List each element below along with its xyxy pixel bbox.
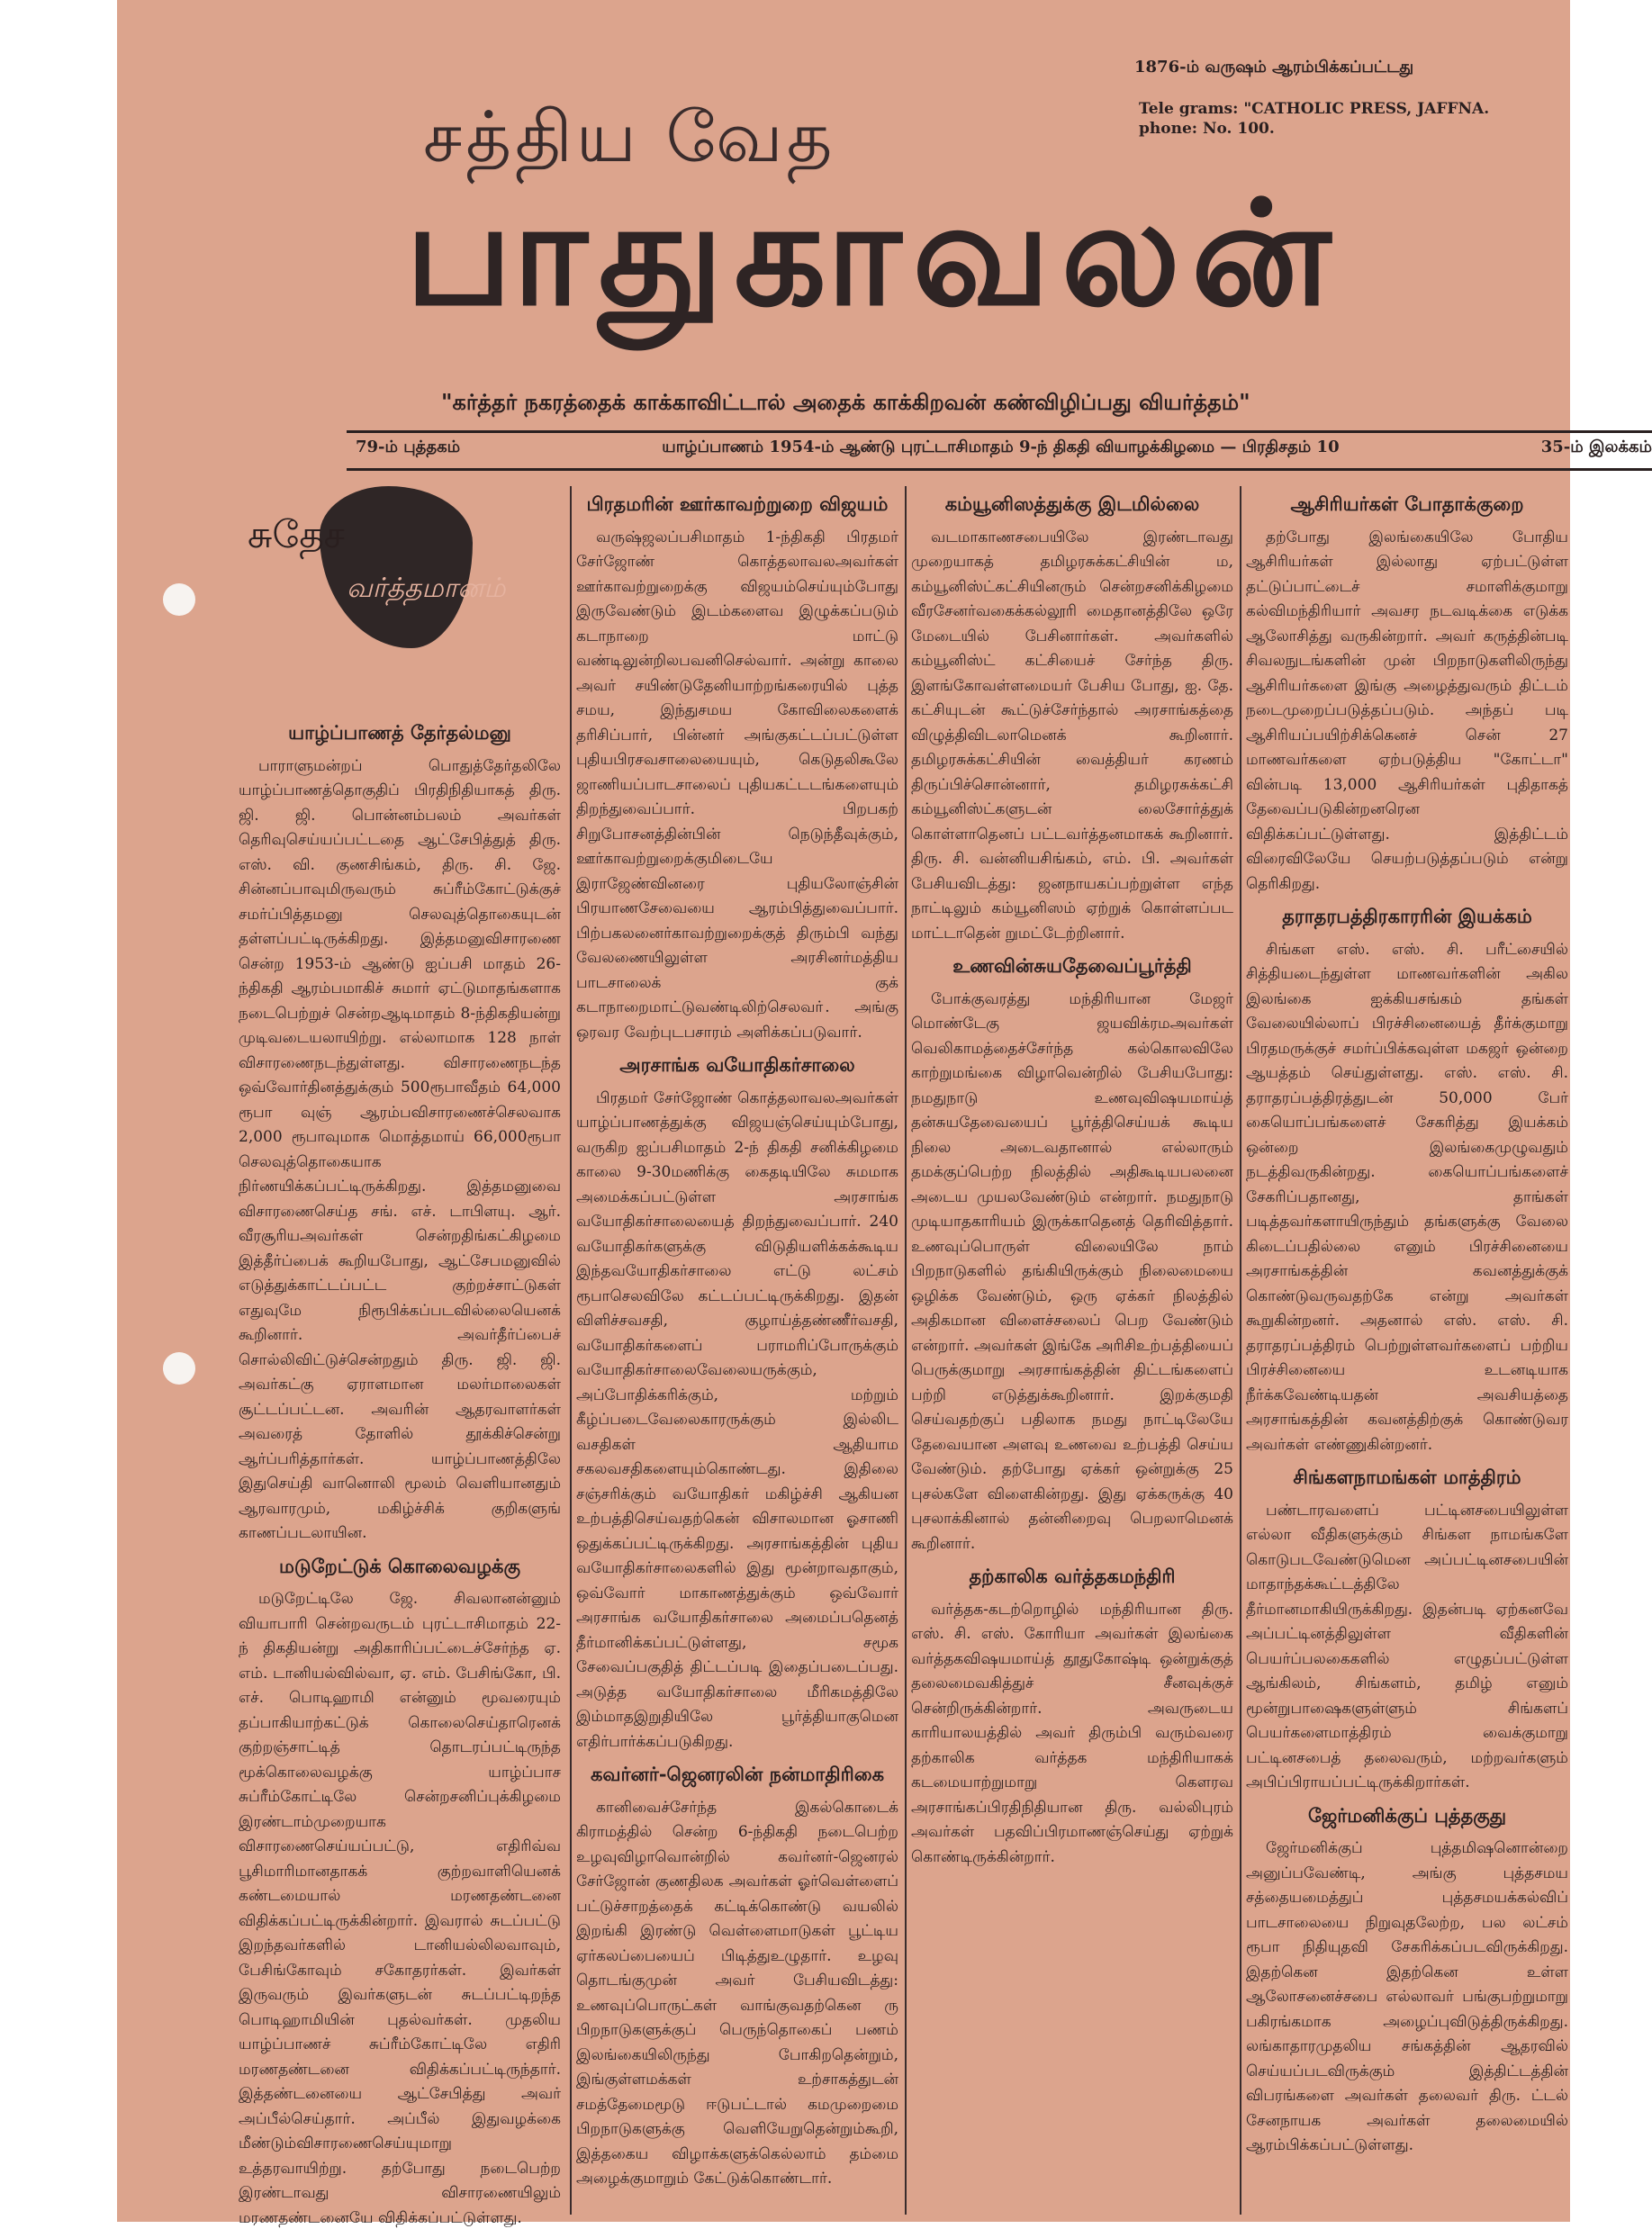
telegram-info [1139,99,1489,139]
column-divider [905,486,907,2215]
column-2 [576,486,898,2199]
article-heading: தற்காலிக வர்த்தகமந்திரி [969,1565,1176,1587]
issue-number: 35-ம் இலக்கம் [1540,438,1652,456]
sri-lanka-map-icon [320,486,473,648]
volume-number: 79-ம் புத்தகம் [356,438,461,456]
local-news-badge [239,486,561,711]
divider-bottom [347,468,1652,471]
column-divider [1240,486,1241,2215]
tele-phone-label: phone: [1139,120,1198,138]
tele-grams-value: "CATHOLIC PRESS, JAFFNA. [1243,100,1490,118]
newspaper-page [117,0,1652,2227]
article-body: தற்போது இலங்கையிலே போதிய ஆசிரியர்கள் இல்லாது ஏற்பட்டுள்ள தட்டுப்பாட்டைச் சமாளிக்குமாறு கல்விமந்திரியார் அவசர நடவடிக்கை எடுக்க ஆலோசித்து வருகின்றார். அவர் கருத்தின்படி சிவலநுடங்களின் முன் பிறநாடுகளிலிருந்து ஆசிரியர்களை இங்கு அழைத்துவரும் திட்டம் நடைமுறைப்படுத்தப்படும். அந்தப் படி ஆசிரியப்பயிற்சிக்கெனச் சென் 27 மாணவர்களை ஏற்படுத்திய "கோட்டா" வின்படி 13,000 ஆசிரியர்கள் புதிதாகத் தேவைப்படுகின்றனரென விதிக்கப்பட்டுள்ளது. இத்திட்டம் விரைவிலேயே செயற்படுத்தப்படும் என்று தெரிகிறது. [1246,528,1568,893]
tele-phone-value: No. 100. [1202,120,1275,138]
article-body: பாராளுமன்றப் பொதுத்தேர்தலிலே யாழ்ப்பாணத்தொகுதிப் பிரதிநிதியாகத் திரு. ஜி. ஜி. பொன்னம்பலம் அவர்கள் தெரிவுசெய்யப்பட்டதை ஆட்சேபித்துத் திரு. எஸ். வி. குணசிங்கம், திரு. சி. ஜே. சின்னப்பாவுமிருவரும் சுப்ரீம்கோட்டுக்குச் சமர்ப்பித்தமனு செலவுத்தொகையுடன் தள்ளப்பட்டிருக்கிறது. இத்தமனுவிசாரணை சென்ற 1953-ம் ஆண்டு ஐப்பசி மாதம் 26-ந்திகதி ஆரம்பமாகிச் சுமார் ஏட்டுமாதங்களாக நடைபெற்றுச் சென்றஆடிமாதம் 8-ந்திகதியன்று முடிவடையலாயிற்று. எல்லாமாக 128 நாள் விசாரணைநடந்துள்ளது. விசாரணைநடந்த ஒவ்வோர்தினத்துக்கும் 500ரூபாவீதம் 64,000 ரூபா வுஞ் ஆரம்பவிசாரணைச்செலவாக 2,000 ரூபாவுமாக மொத்தமாய் 66,000ரூபா செலவுத்தொகையாக நிர்ணயிக்கப்பட்டிருக்கிறது. இத்தமனுவை விசாரணைசெய்த சங். எச். டாபிளயு. ஆர். வீரசூரியஅவர்கள் சென்றதிங்கட்கிழமை இத்தீர்ப்பைக் கூறியபோது, ஆட்சேபமனுவில் எடுத்துக்காட்டப்பட்ட குற்றச்சாட்டுகள் எதுவுமே நிரூபிக்கப்படவில்லையெனக் கூறினார். அவர்தீர்ப்பைச் சொல்லிவிட்டுச்சென்றதும் திரு. ஜி. ஜி. அவர்கட்கு ஏராளமான மலர்மாலைகள் சூட்டப்பட்டன. அவரின் ஆதரவாளர்கள் அவரைத் தோளில் தூக்கிச்சென்று ஆர்ப்பரித்தார்கள். யாழ்ப்பாணத்திலே இதுசெய்தி வானொலி மூலம் வெளியானதும் ஆரவாரமும், மகிழ்ச்சிக் குறிகளுங் காணப்படலாயின. [239,756,561,1542]
article-body: கானிவைச்சேர்ந்த இகல்கொடைக் கிராமத்தில் சென்ற 6-ந்திகதி நடைபெற்ற உழவுவிழாவொன்றில் கவர்னர்-ஜெனரல் சேர்ஜோன் குணதிலக அவர்கள் ஓர்வெள்ளைப் பட்டுச்சாறத்தைக் கட்டிக்கொண்டு வயலில் இறங்கி இரண்டு வெள்ளைமாடுகள் பூட்டிய ஏர்கலப்பையைப் பிடித்துஉழுதார். உழவு தொடங்குமுன் அவர் பேசியவிடத்து: உணவுப்பொருட்கள் வாங்குவதற்கென ரு பிறநாடுகளுக்குப் பெருந்தொகைப் பணம் இலங்கையிலிருந்து போகிறதென்றும், இங்குள்ளமக்கள் உற்சாகத்துடன் சமத்தேமைமூடு ஈடுபட்டால் கமமுறைமை பிறநாடுகளுக்கு வெளியேறுதென்றும்கூறி, இத்தகைய விழாக்களுக்கெல்லாம் தம்மை அழைக்குமாறும் கேட்டுக்கொண்டார். [576,1798,898,2188]
article-body: பிரதமர் சேர்ஜோண் கொத்தலாவலஅவர்கள் யாழ்ப்பாணத்துக்கு விஜயஞ்செய்யும்போது, வருகிற ஐப்பசிமாதம் 2-ந் திகதி சனிக்கிழமை காலை 9-30மணிக்கு கைதடியிலே சுமமாக அமைக்கப்பட்டுள்ள அரசாங்க வயோதிகர்சாலையைத் திறந்துவைப்பார். 240 வயோதிகர்களுக்கு விடுதியளிக்கக்கூடிய இந்தவயோதிகர்சாலை எட்டு லட்சம் ரூபாசெலவிலே கட்டப்பட்டிருக்கிறது. இதன் விளிச்சவசதி, குழாய்த்தண்ணீர்வசதி, வயோதிகர்களைப் பராமரிப்போருக்கும் வயோதிகர்சாலைவேலையருக்கும், அப்போதிக்கரிக்கும், மற்றும் கீழ்ப்படைவேலைகாரருக்கும் இல்லிட வசதிகள் ஆதியாம சகலவசதிகளையும்கொண்டது. இதிலை சஞ்சரிக்கும் வயோதிகர் மகிழ்ச்சி ஆகியன உற்பத்திசெய்வதற்கென் விசாலமான ஓசாணி ஒதுக்கப்பட்டிருக்கிறது. அரசாங்கத்தின் புதிய வயோதிகர்சாலைகளில் இது மூன்றாவதாகும், ஒவ்வோர் மாகாணத்துக்கும் ஒவ்வோர் அரசாங்க வயோதிகர்சாலை அமைப்பதெனத் தீர்மானிக்கப்பட்டுள்ளது, சமூக சேவைப்பகுதித் திட்டப்படி இதைப்படைப்பது. அடுத்த வயோதிகர்சாலை மீரிகமத்திலே இம்மாதஇறுதியிலே பூர்த்தியாகுமென எதிர்பார்க்கப்படுகிறது. [576,1088,898,1751]
column-4 [1246,486,1568,2166]
article-body: வடமாகாணசபையிலே இரண்டாவது முறையாகத் தமிழரசுக்கட்சியின் ம, கம்யூனிஸ்ட்கட்சியினரும் சென்றசனிக்கிழமை வீரசேனர்வகைக்கல்லூரி மைதானத்திலே ஒரே மேடையில் பேசினார்கள். அவர்களில் கம்யூனிஸ்ட் கட்சியைச் சேர்ந்த திரு. இளங்கோவள்ளமையர் பேசிய போது, ஐ. தே. கட்சியுடன் கூட்டுச்சேர்ந்தால் அரசாங்கத்தை விழுத்திவிடலாமெனக் கூறினார். தமிழரசுக்கட்சியின் வைத்தியர் கரணம் திருப்பிச்சொன்னார், தமிழரசுக்கட்சி கம்யூனிஸ்ட்களுடன் லைசோர்த்துக் கொள்ளாதெனப் பட்டவர்த்தனமாகக் கூறினார். திரு. சி. வன்னியசிங்கம், எம். பி. அவர்கள் பேசியவிடத்து: ஜனநாயகப்பற்றுள்ள எந்த நாட்டிலும் கம்யூனிஸம் ஏற்றுக் கொள்ளப்பட மாட்டாதென் றுமட்டேற்றினார். [911,528,1233,943]
binder-hole [163,583,195,616]
article-heading: ஜேர்மனிக்குப் புத்தகுது [1307,1803,1507,1827]
article-heading: உணவின்சுயதேவைப்பூர்த்தி [952,954,1192,977]
article-heading: மடுறேட்டுக் கொலைவழக்கு [278,1554,521,1577]
column-1 [239,486,561,2238]
badge-line-1: சுதேச [248,512,345,556]
binder-hole [163,1352,195,1385]
article-heading: சிங்களநாமங்கள் மாத்திரம் [1293,1466,1521,1488]
article-heading: பிரதமரின் ஊர்காவற்றுறை விஜயம் [586,492,889,515]
masthead-title: பாதுகாவலன் [405,169,1342,338]
issue-date: யாழ்ப்பாணம் 1954-ம் ஆண்டு புரட்டாசிமாதம் 9-ந் திகதி வியாழக்கிழமை — பிரதிசதம் 10 [662,438,1340,456]
dateline [356,438,1652,458]
article-body: சிங்கள எஸ். எஸ். சி. பரீட்சையில் சித்தியடைந்துள்ள மாணவர்களின் அகில இலங்கை ஐக்கியசங்கம் தங்கள் வேலையில்லாப் பிரச்சினையைத் தீர்க்குமாறு பிரதமருக்குச் சமர்ப்பிக்கவுள்ள மகஜர் ஒன்றை ஆயத்தம் செய்துள்ளது. எஸ். எஸ். சி. தராதரப்பத்திரத்துடன் 50,000 பேர் கையொப்பங்களைச் சேகரித்து இயக்கம் ஒன்றை இலங்கைமுழுவதும் நடத்திவருகின்றது. கையொப்பங்களைச் சேகரிப்பதானது, தாங்கள் படித்தவர்களாயிருந்தும் தங்களுக்கு வேலை கிடைப்பதில்லை எனும் பிரச்சினையை அரசாங்கத்தின் கவனத்துக்குக் கொண்டுவருவதற்கே என்று அவர்கள் கூறுகின்றனர். அதனால் எஸ். எஸ். சி. தராதரப்பத்திரம் பெற்றுள்ளவர்களைப் பற்றிய பிரச்சினையை உடனடியாக நீர்க்கவேண்டியதன் அவசியத்தை அரசாங்கத்தின் கவனத்திற்குக் கொண்டுவர அவர்கள் எண்ணுகின்றனர். [1246,940,1568,1454]
article-heading: தராதரபத்திரகாரரின் இயக்கம் [1282,905,1532,927]
article-heading: கவர்னர்-ஜெனரலின் நன்மாதிரிகை [590,1763,885,1785]
article-heading: ஆசிரியர்கள் போதாக்குறை [1290,492,1524,515]
column-3 [911,486,1233,1877]
divider-top [347,430,1652,433]
tele-grams-label: Tele grams: [1139,100,1239,118]
article-body: போக்குவரத்து மந்திரியான மேஜர் மொண்டேகு ஜயவிக்ரமஅவர்கள் வெலிகாமத்தைச்சேர்ந்த கல்கொலவிலே காற்றுமங்கை விழாவென்றில் பேசியபோது: நமதுநாடு உணவுவிஷயமாய்த் தன்சுயதேவையைப் பூர்த்திசெய்யக் கூடிய நிலை அடைவதானால் எல்லாரும் தமக்குப்பெற்ற நிலத்தில் அதிகூடியபலனை அடைய முயலவேண்டும் என்றார். நமதுநாடு முடியாதகாரியம் இருக்காதெனத் தெரிவித்தார். உணவுப்பொருள் விலையிலே நாம் பிறநாடுகளில் தங்கியிருக்கும் நிலைமையை ஒழிக்க வேண்டும், ஒரு ஏக்கர் நிலத்தில் அதிகமான விளைச்சலைப் பெற வேண்டும் என்றார். அவர்கள் இங்கே அரிசிஉற்பத்தியைப் பெருக்குமாறு அரசாங்கத்தின் திட்டங்களைப் பற்றி எடுத்துக்கூறினார். இறக்குமதி செய்வதற்குப் பதிலாக நமது நாட்டிலேயே தேவையான அளவு உணவை உற்பத்தி செய்ய வேண்டும். தற்போது ஏக்கர் ஒன்றுக்கு 25 புசல்களே விளைகின்றது. இது ஏக்கருக்கு 40 புசலாக்கினால் தன்னிறைவு பெறலாமெனக் கூறினார். [911,989,1233,1553]
article-body: பண்டாரவளைப் பட்டினசபையிலுள்ள எல்லா வீதிகளுக்கும் சிங்கள நாமங்களே கொடுபடவேண்டுமென அப்பட்டினசபையின் மாதாந்தக்கூட்டத்திலே தீர்மானமாகியிருக்கிறது. இதன்படி ஏற்கனவே அப்பட்டினத்திலுள்ள வீதிகளின் பெயர்ப்பலகைகளில் எழுதப்பட்டுள்ள ஆங்கிலம், சிங்களம், தமிழ் எனும் மூன்றுபாஷைகளுள்ளும் சிங்களப் பெயர்களைமாத்திரம் வைக்குமாறு பட்டினசபைத் தலைவரும், மற்றவர்களும் அபிப்பிராயப்பட்டிருக்கிறார்கள். [1246,1501,1568,1791]
article-body: வர்த்தக-கடற்றொழில் மந்திரியான திரு. எஸ். சி. எஸ். கோரியா அவர்கள் இலங்கை வர்த்தகவிஷயமாய்த் தூதுகோஷ்டி ஒன்றுக்குத் தலைமைவகித்துச் சீனவுக்குச் சென்றிருக்கின்றார். அவருடைய காரியாலயத்தில் அவர் திரும்பி வரும்வரை தற்காலிக வர்த்தக மந்திரியாகக் கடமையாற்றுமாறு கௌரவ அரசாங்கப்பிரதிநிதியான திரு. வல்லிபுரம் அவர்கள் பதவிப்பிரமாணஞ்செய்து ஏற்றுக் கொண்டிருக்கின்றார். [911,1600,1233,1866]
column-divider [570,486,572,2215]
article-heading: யாழ்ப்பாணத் தேர்தல்மனு [288,721,511,744]
founded-note: 1876-ம் வருஷம் ஆரம்பிக்கப்பட்டது [1134,58,1414,77]
article-body: ஜேர்மனிக்குப் புத்தமிஷனொன்றை அனுப்பவேண்டி, அங்கு புத்தசமய சத்தையமைத்துப் புத்தசமயக்கல்விப் பாடசாலையை நிறுவுதலேற்ற, பல லட்சம் ரூபா நிதியுதவி சேகரிக்கப்படவிருக்கிறது. இதற்கென இதற்கென உள்ள ஆலோசனைச்சபை எல்லாவர் பங்குபற்றுமாறு பகிரங்கமாக அழைப்புவிடுத்திருக்கிறது. லங்காதாரமுதலிய சங்கத்தின் ஆதரவில் செய்யப்படவிருக்கும் இத்திட்டத்தின் விபரங்களை அவர்கள் தலைவர் திரு. ட்டல் சேனநாயக அவர்கள் தலைமையில் ஆரம்பிக்கப்பட்டுள்ளது. [1246,1839,1568,2154]
article-heading: அரசாங்க வயோதிகர்சாலை [619,1053,855,1076]
badge-line-2: வர்த்தமானம் [347,573,506,604]
masthead-subtitle: சத்திய வேத [423,97,836,178]
article-body: வருஷ்ஜலப்பசிமாதம் 1-ந்திகதி பிரதமர் சேர்ஜோண் கொத்தலாவலஅவர்கள் ஊர்காவற்றுறைக்கு விஜயம்செய்யும்போது இருவேண்டும் இடம்களைவ இழுக்கப்படும் கடாநாறை மாட்டு வண்டிலுன்றிலபவனிசெல்வார். அன்று காலை அவர் சயிண்டுதேனியாற்றங்கரையில் புத்த சமய, இந்துசமய கோவிலைகளைக் தரிசிப்பார், பின்னர் அங்குகட்டப்பட்டுள்ள புதியபிரசவசாலையையும், கெடுதலிகூலே ஜாணியப்பாடசாலைப் புதியகட்டடங்களையும் திறந்துவைப்பார். பிறபகற் சிறுபோசனத்தின்பின் நெடுந்தீவுக்கும், ஊர்காவற்றுறைக்குமிடையே இராஜேண்வினரை புதியலோஞ்சின் பிரயாணசேவையை ஆரம்பித்துவைப்பார். பிற்பகலனைர்காவற்றுறைக்குத் திரும்பி வந்து வேலணையிலுள்ள அரசினர்மத்திய பாடசாலைக் குக் கடாநாறைமாட்டுவண்டிலிற்செலவா். அங்கு ஒரவர வேற்புடபசாரம் அளிக்கப்படுவார். [576,528,898,1042]
masthead-motto: "கர்த்தர் நகரத்தைக் காக்காவிட்டால் அதைக் காக்கிறவன் கண்விழிப்பது வியர்த்தம்" [441,389,1250,415]
article-heading: கம்யூனிஸத்துக்கு இடமில்லை [944,492,1200,515]
article-body: மடுறேட்டிலே ஜே. சிவலானன்னும் வியாபாரி சென்றவருடம் புரட்டாசிமாதம் 22-ந் திகதியன்று அதிகாரிப்பட்டைச்சேர்ந்த ஏ. எம். டானியல்வில்வா, ஏ. எம். பேசிங்கோ, பி. எச். பொடிஹாமி என்னும் மூவரையும் தப்பாகியாற்கட்டுக் கொலைசெய்தாரெனக் குற்றஞ்சாட்டித் தொடரப்பட்டிருந்த மூக்கொலைவழக்கு யாழ்ப்பாச சுப்ரீம்கோட்டிலே சென்றசனிப்புக்கிழமை இரண்டாம்முறையாக விசாரணைசெய்யப்பட்டு, எதிரிவ்வ பூசிமாரிமானதாகக் குற்றவாளியெனக் கண்டமையால் மரணதண்டனை விதிக்கப்பட்டிருக்கின்றார். இவரால் சுடப்பட்டு இறந்தவர்களில் டானியல்லிலவாவும், பேசிங்கோவும் சகோதரர்கள். இவர்கள் இருவரும் இவர்களுடன் சுடப்பட்டிறந்த பொடிஹாமியின் புதல்வர்கள். முதலிய யாழ்ப்பாணச் சுப்ரீம்கோட்டிலே எதிரி மரணதண்டனை விதிக்கப்பட்டிருந்தார். இத்தண்டனையை ஆட்சேபித்து அவர் அப்பீல்செய்தார். அப்பீல் இதுவழக்கை மீண்டும்விசாரணைசெய்யுமாறு உத்தரவாயிற்று. தற்போது நடைபெற்ற இரண்டாவது விசாரணையிலும் மரணதண்டனையே விதிக்கப்பட்டுள்ளது. [239,1590,561,2227]
